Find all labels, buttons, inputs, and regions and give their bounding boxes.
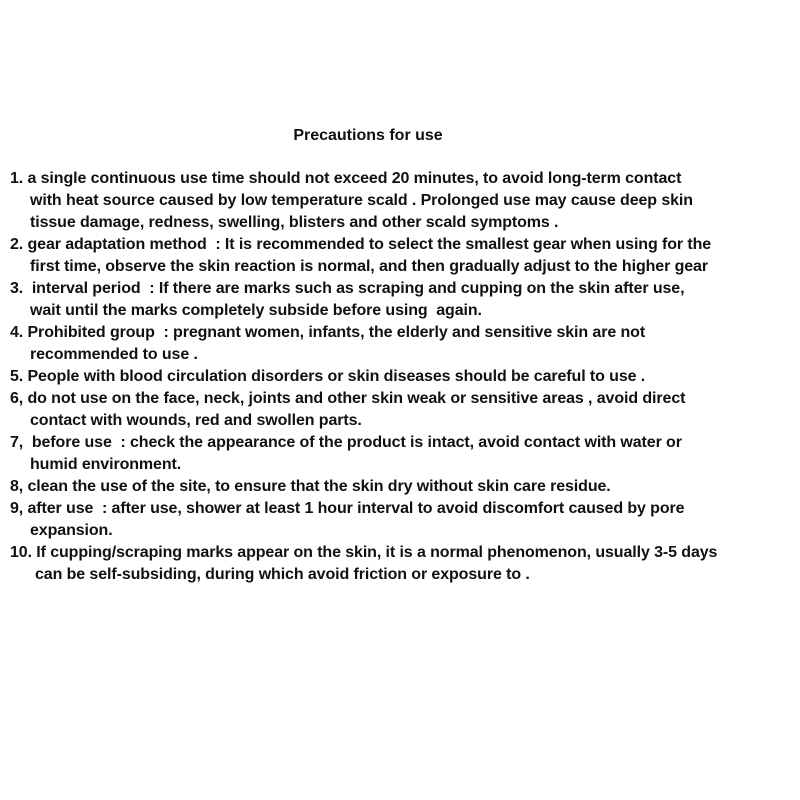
precautions-list <box>10 170 717 588</box>
precaution-item <box>10 170 717 236</box>
precaution-text-continued: humid environment. <box>30 456 182 473</box>
precaution-text: 8, clean the use of the site, to ensure that the skin dry without skin care residue. <box>10 478 611 495</box>
precaution-text-continued: recommended to use . <box>30 346 198 363</box>
precaution-item <box>10 236 717 280</box>
precaution-item <box>10 434 717 478</box>
precaution-text-continued: expansion. <box>30 522 113 539</box>
precaution-text: 2. gear adaptation method : It is recommended to select the smallest gear when using for the <box>10 236 712 253</box>
precaution-text: 5. People with blood circulation disorders or skin diseases should be careful to use . <box>10 368 646 385</box>
precaution-text-continued: wait until the marks completely subside before using again. <box>30 302 482 319</box>
precaution-text-continued: first time, observe the skin reaction is normal, and then gradually adjust to the higher gear <box>30 258 708 275</box>
precaution-item <box>10 478 717 500</box>
precaution-text-continued: tissue damage, redness, swelling, blisters and other scald symptoms . <box>30 214 559 231</box>
precaution-text: 3. interval period : If there are marks such as scraping and cupping on the skin after use, <box>10 280 685 297</box>
precaution-item <box>10 544 717 588</box>
precaution-text: 7, before use : check the appearance of the product is intact, avoid contact with water or <box>10 434 682 451</box>
precaution-item <box>10 390 717 434</box>
precaution-text-continued: contact with wounds, red and swollen parts. <box>30 412 362 429</box>
precaution-text-continued: with heat source caused by low temperature scald . Prolonged use may cause deep skin <box>30 192 693 209</box>
precaution-text: 4. Prohibited group : pregnant women, infants, the elderly and sensitive skin are not <box>10 324 646 341</box>
precaution-item <box>10 368 717 390</box>
precaution-text: 6, do not use on the face, neck, joints and other skin weak or sensitive areas , avoid direct <box>10 390 686 407</box>
precaution-text-continued: can be self-subsiding, during which avoid friction or exposure to . <box>35 566 530 583</box>
precaution-item <box>10 500 717 544</box>
precaution-text: 9, after use : after use, shower at least 1 hour interval to avoid discomfort caused by pore <box>10 500 685 517</box>
precaution-item <box>10 280 717 324</box>
precaution-item <box>10 324 717 368</box>
precaution-text: 10. If cupping/scraping marks appear on the skin, it is a normal phenomenon, usually 3-5 days <box>10 544 718 561</box>
page-title: Precautions for use <box>293 127 443 144</box>
precaution-text: 1. a single continuous use time should not exceed 20 minutes, to avoid long-term contact <box>10 170 682 187</box>
